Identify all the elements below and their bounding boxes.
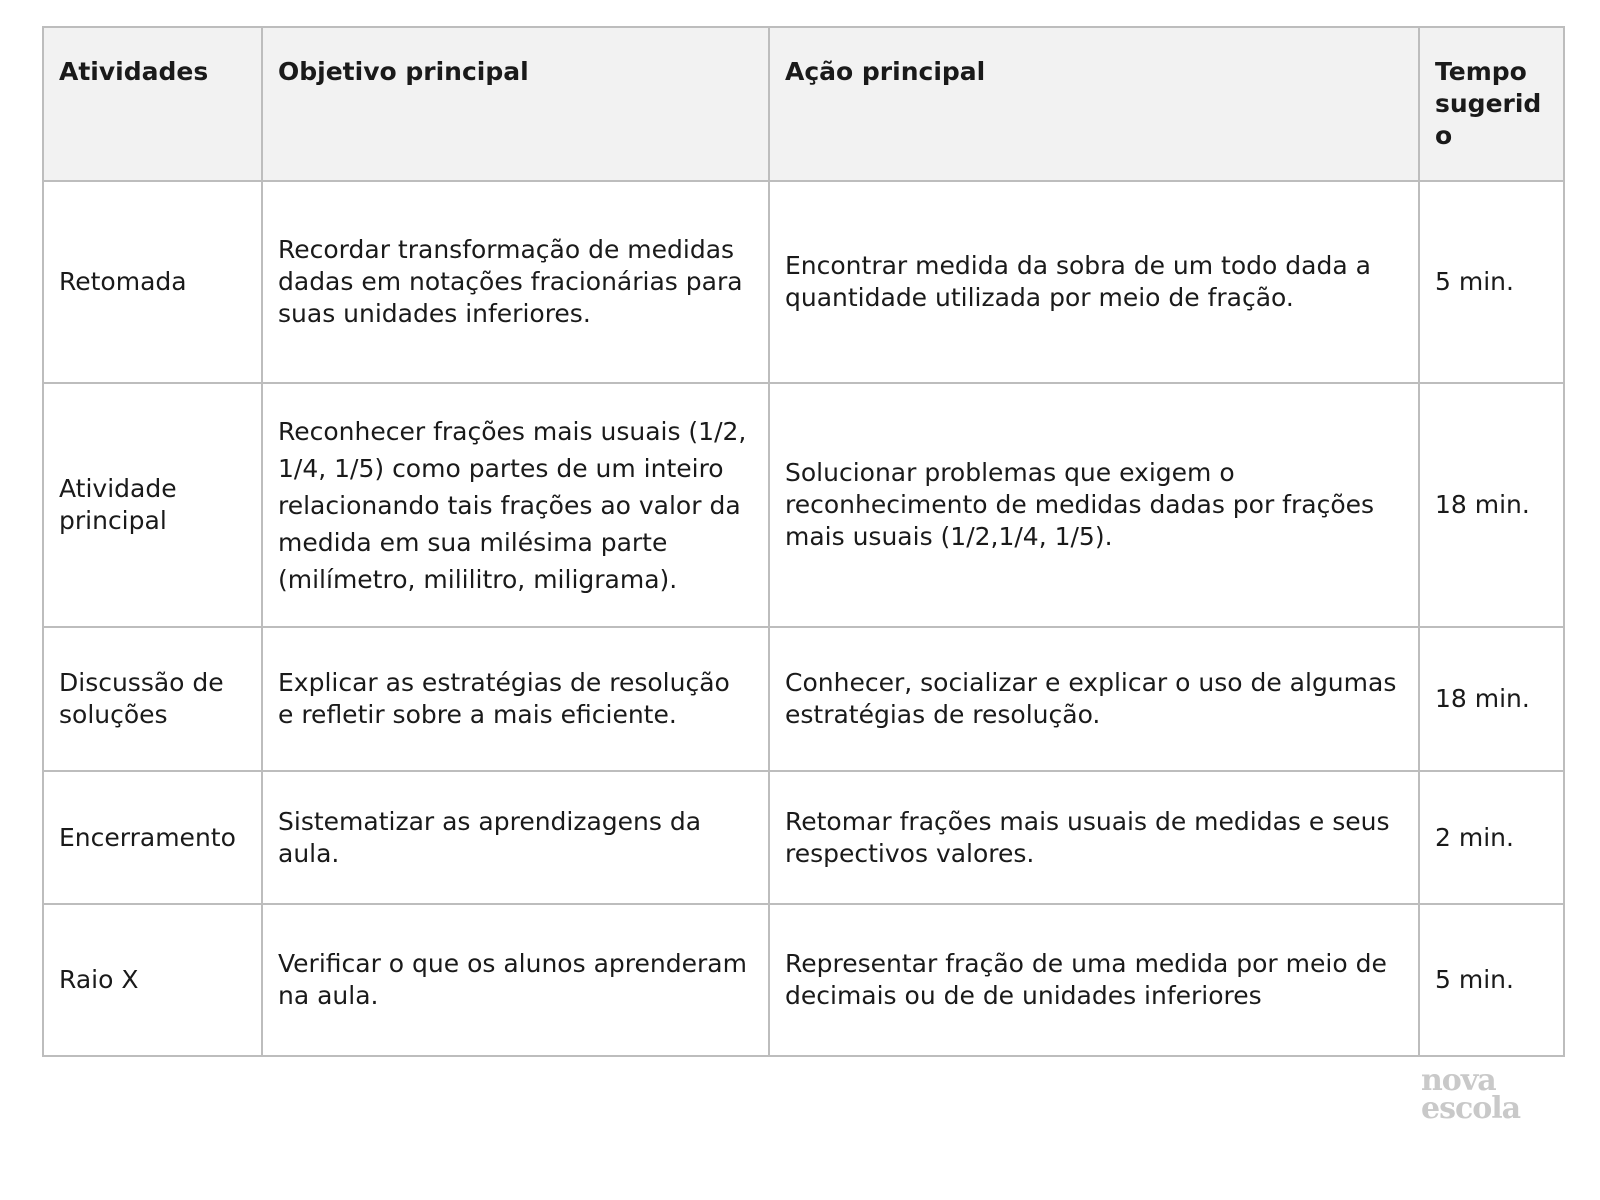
header-row	[43, 27, 1564, 181]
cell-tempo: 5 min.	[1419, 181, 1564, 383]
cell-atividade: Encerramento	[43, 771, 262, 904]
cell-acao: Conhecer, socializar e explicar o uso de algumas estratégias de resolução.	[769, 627, 1419, 771]
logo-line-1: nova	[1421, 1063, 1496, 1098]
table-header	[43, 27, 1564, 181]
cell-objetivo: Reconhecer frações mais usuais (1/2, 1/4, 1/5) como partes de um inteiro relacionando tais frações ao valor da medida em sua milésima parte (milímetro, mililitro, miligrama).	[262, 383, 769, 627]
cell-tempo: 18 min.	[1419, 383, 1564, 627]
header-objetivo-principal: Objetivo principal	[262, 27, 769, 181]
cell-acao: Representar fração de uma medida por meio de decimais ou de de unidades inferiores	[769, 904, 1419, 1056]
table-row	[43, 383, 1564, 627]
table-row	[43, 904, 1564, 1056]
cell-tempo: 18 min.	[1419, 627, 1564, 771]
cell-objetivo: Verificar o que os alunos aprenderam na aula.	[262, 904, 769, 1056]
cell-tempo: 5 min.	[1419, 904, 1564, 1056]
lesson-plan-table	[42, 26, 1565, 1057]
cell-atividade: Raio X	[43, 904, 262, 1056]
cell-objetivo: Sistematizar as aprendizagens da aula.	[262, 771, 769, 904]
cell-objetivo: Recordar transformação de medidas dadas em notações fracionárias para suas unidades inferiores.	[262, 181, 769, 383]
cell-acao: Retomar frações mais usuais de medidas e seus respectivos valores.	[769, 771, 1419, 904]
cell-tempo: 2 min.	[1419, 771, 1564, 904]
table-row	[43, 627, 1564, 771]
table-row	[43, 181, 1564, 383]
logo-line-2: escola	[1421, 1091, 1521, 1126]
cell-atividade: Atividade principal	[43, 383, 262, 627]
cell-acao: Solucionar problemas que exigem o reconhecimento de medidas dadas por frações mais usuais (1/2,1/4, 1/5).	[769, 383, 1419, 627]
cell-objetivo: Explicar as estratégias de resolução e refletir sobre a mais eficiente.	[262, 627, 769, 771]
table-body	[43, 181, 1564, 1056]
table-row	[43, 771, 1564, 904]
header-atividades: Atividades	[43, 27, 262, 181]
nova-escola-logo	[1421, 1063, 1541, 1126]
cell-acao: Encontrar medida da sobra de um todo dada a quantidade utilizada por meio de fração.	[769, 181, 1419, 383]
header-tempo-sugerido: Tempo sugerido	[1419, 27, 1564, 181]
header-acao-principal: Ação principal	[769, 27, 1419, 181]
cell-atividade: Discussão de soluções	[43, 627, 262, 771]
cell-atividade: Retomada	[43, 181, 262, 383]
